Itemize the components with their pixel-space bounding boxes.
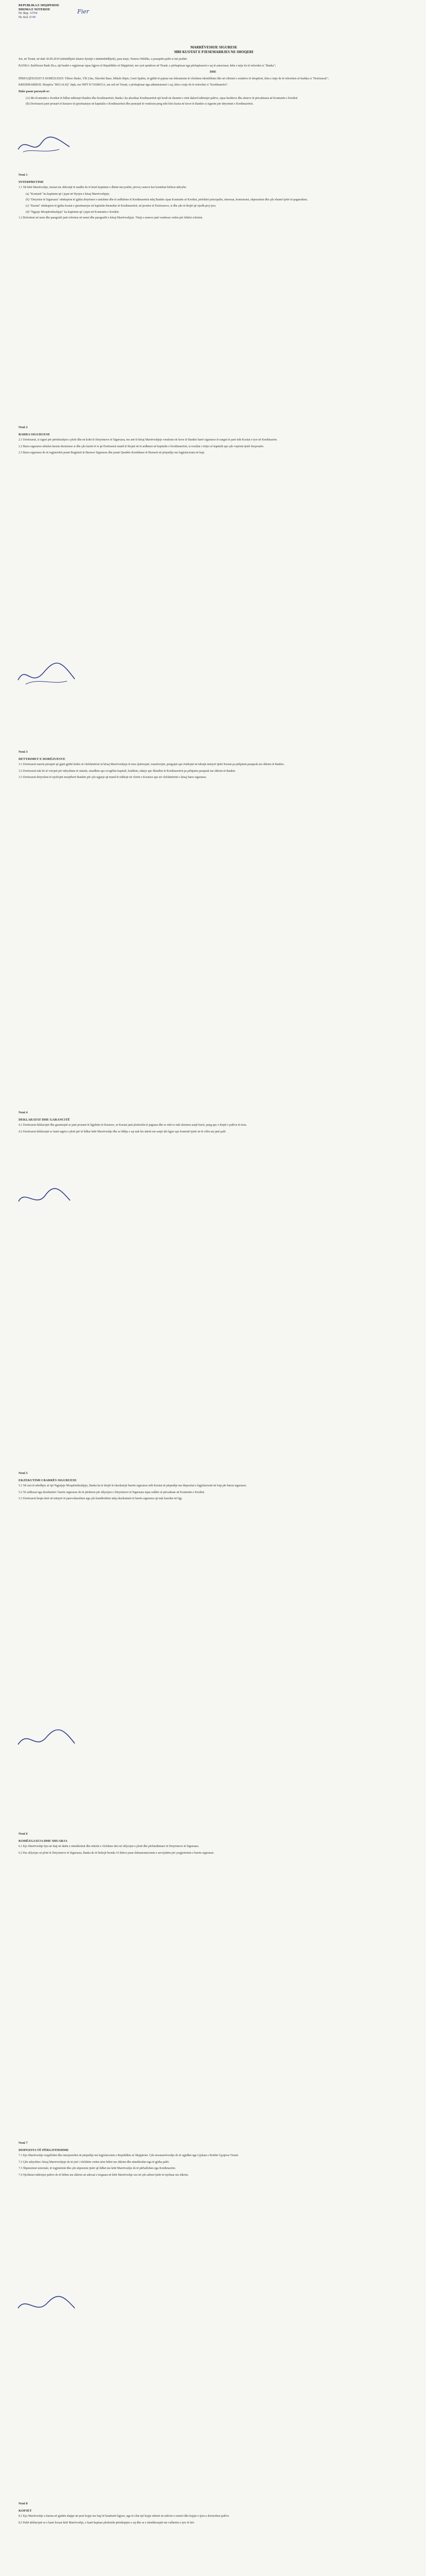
section-paragraph: 7.1 Kjo Marrëveshje rregullohet dhe interpretohet në përputhje me legjislacionin e Republikës së Shqipërisë. Çdo mosmarrëveshje do të zgjidhet nga Gjykata e Rrethit Gjyqësor Tiranë.: [19, 2154, 239, 2158]
section-number: Neni 3: [19, 750, 28, 754]
section-paragraph: 3.2 Dorëzuesit nuk do të votojnë për ndryshime të statutit, zmadhim apo zvogëlim kapitali, bashkim, ndarje apo likuidim të Kredimarrësit pa pëlqimin paraprak me shkrim të Bankës.: [19, 769, 236, 773]
handwritten-place-note: Fier: [77, 8, 89, 15]
section-paragraph: 3.3 Dorëzuesit detyrohen të njoftojnë menjëherë Bankën për çdo ngjarje që mund të ndikojë në vlerën e Kuotave apo në vlefshmërinë e kësaj barre siguruese.: [19, 776, 207, 779]
section-paragraph: 2.3 Barra siguruese do të regjistrohet pranë Regjistrit të Barrave Siguruese dhe pranë Qendrës Kombëtare të Biznesit në përputhje me legjislacionin në fuqi.: [19, 451, 205, 455]
intro-paragraph: DHE: [210, 71, 216, 74]
section-number: Neni 8: [19, 2502, 28, 2505]
handwritten-signature: [15, 659, 77, 690]
intro-paragraph: PËRFAQËSUESIT E DORËZUESIT: Ylbere Sheko, Ylli Lika, Xhevdet Baze, Mikele Ripio, Gerti Spahiu, të gjithë të pajisur me dokumente të vlefshme identifikimi dhe në cilësinë e ortakëve të shoqërisë, këtu e tutje do të referohen së bashku si "Dorëzuesit";: [19, 77, 329, 80]
section-7: [19, 2138, 407, 2180]
section-paragraph: 1.1 Në këtë Marrëveshje, termat me shkronjë të madhe do të kenë kuptimin e dhënë më poshtë, përveç rasteve kur konteksti kërkon ndryshe:: [19, 186, 187, 190]
section-title: KOPJET: [19, 2509, 32, 2513]
section-paragraph: 3.1 Dorëzuesit marrin përsipër që gjatë gjithë kohës së vlefshmërisë së kësaj Marrëveshjeje të mos tjetërsojnë, transferojnë, pengojnë apo rëndojnë në ndonjë mënyrë tjetër Kuotat pa pëlqimin paraprak me shkrim të Bankës.: [19, 763, 285, 767]
notary-office: DHOMA E NOTERISE: [19, 8, 50, 11]
section-title: DISPOZITA TË PËRGJITHSHME: [19, 2148, 69, 2152]
intro-paragraph: BANKA: Raiffeisen Bank Sh.a, një bankë e regjistruar sipas ligjeve të Republikës së Shqipërisë, me zyrë qendrore në Tiranë, e përfaqësuar nga përfaqësuesit e saj të autorizuar, këtu e tutje do të referohet si "Banka";: [19, 64, 276, 67]
section-paragraph: 8.2 Palët deklarojnë se e kanë lexuar këtë Marrëveshje, e kanë kuptuar plotësisht përmbajtjen e saj dhe se e nënshkruajnë me vullnetin e tyre të lirë.: [19, 2521, 195, 2524]
section-paragraph: (d) "Ngjarje Mospërmbushjeje" ka kuptimin që i jepet në Kontratën e Kredisë.: [26, 210, 120, 214]
document-title: MARRËVESHJE SIGURESE MBI KUOTAT E PJESEMARRJES NE SHOQERI: [174, 45, 253, 54]
section-title: INTERPRETIMI: [19, 180, 44, 184]
section-title: BARRA SIGURUESE: [19, 432, 50, 436]
section-paragraph: 2.1 Dorëzuesit, si siguri për përmbushjen e plotë dhe në kohë të Detyrimeve të Siguruara, me anë të kësaj Marrëveshjeje vendosin në favor të Bankës barrë siguruese të rangut të parë mbi Kuotat e tyre në Kredimarrës.: [19, 438, 278, 442]
header-block: [19, 4, 173, 20]
section-paragraph: 7.2 Çdo ndryshim i kësaj Marrëveshjeje do të jetë i vlefshëm vetëm nëse bëhet me shkrim dhe nënshkruhet nga të gjitha palët.: [19, 2160, 169, 2164]
section-2: [19, 422, 407, 458]
section-title: KOHËZGJATJA DHE SHUARJA: [19, 1839, 67, 1843]
recital: (A) Me Kontratën e Kredisë të lidhur ndërmjet Bankës dhe Kredimarrësit, Banka i ka akorduar Kredimarrësit një kredi në shumën e rënë dakord ndërmjet palëve, sipas kushteve dhe afateve të përcaktuara në Kontratën e Kredisë.: [26, 96, 298, 100]
section-paragraph: 7.4 Njoftimet ndërmjet palëve do të bëhen me shkrim në adresat e treguara në këtë Marrëveshje ose në çdo adresë tjetër të njoftuar me shkrim.: [19, 2173, 189, 2177]
intro-block: [19, 58, 407, 109]
section-6: [19, 1829, 407, 1858]
section-paragraph: 1.2 Referimet në nene dhe paragrafë janë referime në nenet dhe paragrafët e kësaj Marrëveshjeje. Titujt e neneve janë vendosur vetëm për lehtësi referimi.: [19, 216, 203, 220]
section-paragraph: 6.2 Pas shlyerjes së plotë të Detyrimeve të Siguruara, Banka do të lëshojë brenda 10 ditëve pune dokumentacionin e nevojshëm për çregjistrimin e barrës siguruese.: [19, 1851, 215, 1855]
section-number: Neni 7: [19, 2141, 28, 2145]
section-paragraph: 2.2 Barra siguruese mbulon kuotat ekzistuese si dhe çdo kuotë të re që Dorëzuesit mund të fitojnë në të ardhmen në kapitalin e Kredimarrësit, si rezultat i rritjes së kapitalit apo çdo veprimi tjetër korporativ.: [19, 445, 264, 448]
section-3: [19, 747, 407, 783]
country-name: REPUBLIKA E SHQIPERISE: [19, 4, 60, 7]
section-paragraph: 5.3 Dorëzuesit heqin dorë në mënyrë të parevokueshme nga çdo kundërshtim ndaj ekzekutimit të barrës siguruese që nuk bazohet në ligj.: [19, 1497, 183, 1501]
section-paragraph: (a) "Kontratë" ka kuptimin që i jepet në Hyrjen e kësaj Marrëveshjeje;: [26, 192, 110, 196]
section-paragraph: (c) "Kuotat" nënkupton të gjitha kuotat e pjesëmarrjes në kapitalin themeltar të Kredimarrësit, në pronësi të Dorëzuesve, si dhe çdo të drejtë që rrjedh prej tyre;: [26, 204, 216, 208]
handwritten-signature: [15, 2293, 77, 2321]
section-number: Neni 6: [19, 1832, 28, 1836]
handwritten-signature: [15, 1185, 72, 1213]
section-8: [19, 2499, 407, 2528]
recitals-heading: Duke pasur parasysh se:: [19, 90, 50, 93]
recital: (B) Dorëzuesit janë pronarë të kuotave të pjesëmarrjes në kapitalin e Kredimarrësit dhe pranojnë të vendosin peng mbi këto kuota në favor të Bankës si sigurim për detyrimet e Kredimarrësit.: [26, 103, 254, 106]
intro-paragraph: Sot, në Tiranë, në datë 30.09.2019 (nëntëdhjetë shtator dymijë e nëntëmbëdhjetë), para meje, Noteres Publike, u paraqitën palët si më poshtë:: [19, 58, 188, 61]
section-number: Neni 5: [19, 1471, 28, 1475]
section-1: [19, 170, 407, 223]
handwritten-signature: [15, 1726, 77, 1754]
section-paragraph: 4.1 Dorëzuesit deklarojnë dhe garantojnë se janë pronarë të ligjshëm të Kuotave, se Kuotat janë plotësisht të paguara dhe se mbi to nuk ekziston asnjë barrë, peng apo e drejtë e palëve të treta.: [19, 1124, 247, 1127]
section-number: Neni 1: [19, 173, 28, 177]
section-paragraph: 6.1 Kjo Marrëveshje hyn në fuqi në datën e nënshkrimit dhe mbetet e vlefshme deri në shlyerjen e plotë dhe përfundimtare të Detyrimeve të Siguruara.: [19, 1845, 199, 1849]
section-title: DETYRIMET E DORËZUESVE: [19, 757, 65, 761]
handwritten-signature: [15, 134, 72, 157]
section-4: [19, 1108, 407, 1137]
section-paragraph: 7.3 Shpenzimet noteriale, të regjistrimit dhe çdo shpenzim tjetër që lidhet me këtë Marrëveshje do të përballohen nga Kredimarrësi.: [19, 2167, 176, 2171]
section-paragraph: 4.2 Dorëzuesit deklarojnë se kanë tagrin e plotë për të lidhur këtë Marrëveshje dhe se lidhja e saj nuk bie ndesh me asnjë akt ligjor apo kontratë tjetër në të cilën ata janë palë.: [19, 1130, 227, 1133]
intro-paragraph: KREDIMARRESI: Shoqëria "REGALIQ" shpk, me NIPT K71928015A, me seli në Tiranë, e përfaqësuar nga administratori i saj, këtu e tutje do të referohet si "Kredimarrësi".: [19, 83, 229, 87]
section-number: Neni 2: [19, 426, 28, 429]
section-paragraph: 8.1 Kjo Marrëveshje u hartua në gjuhën shqipe në pesë kopje me fuqi të barabartë ligjore, nga të cilat një kopje mbetet në arkivin e noterit dhe kopjet e tjera u dorëzohen palëve.: [19, 2515, 230, 2518]
section-paragraph: 5.2 Të ardhurat nga ekzekutimi i barrës siguruese do të përdoren për shlyerjen e Detyrimeve të Siguruara sipas radhës së përcaktuar në Kontratën e Kredisë.: [19, 1490, 205, 1494]
section-paragraph: (b) "Detyrime të Siguruara" nënkupton të gjitha detyrimet e tanishme dhe të ardhshme të Kredimarrësit ndaj Bankës sipas Kontratës së Kredisë, përfshirë principalin, interesat, komisionet, shpenzimet dhe çdo shumë tjetër të pagueshme;: [26, 198, 308, 202]
section-number: Neni 4: [19, 1111, 28, 1114]
registry-number: Nr. Rep. 10764: [19, 12, 38, 15]
collection-number: Nr. Kol. 6749: [19, 15, 36, 19]
section-title: EKZEKUTIMI I BARRËS SIGURUESE: [19, 1478, 77, 1482]
section-title: DEKLARATAT DHE GARANCITË: [19, 1117, 70, 1122]
section-paragraph: 5.1 Në rast të ndodhjes së një Ngjarjeje Mospërmbushjeje, Banka ka të drejtë të ekzekutojë barrën siguruese mbi Kuotat në përputhje me dispozitat e legjislacionit në fuqi për barrat siguruese.: [19, 1484, 247, 1488]
section-5: [19, 1468, 407, 1504]
